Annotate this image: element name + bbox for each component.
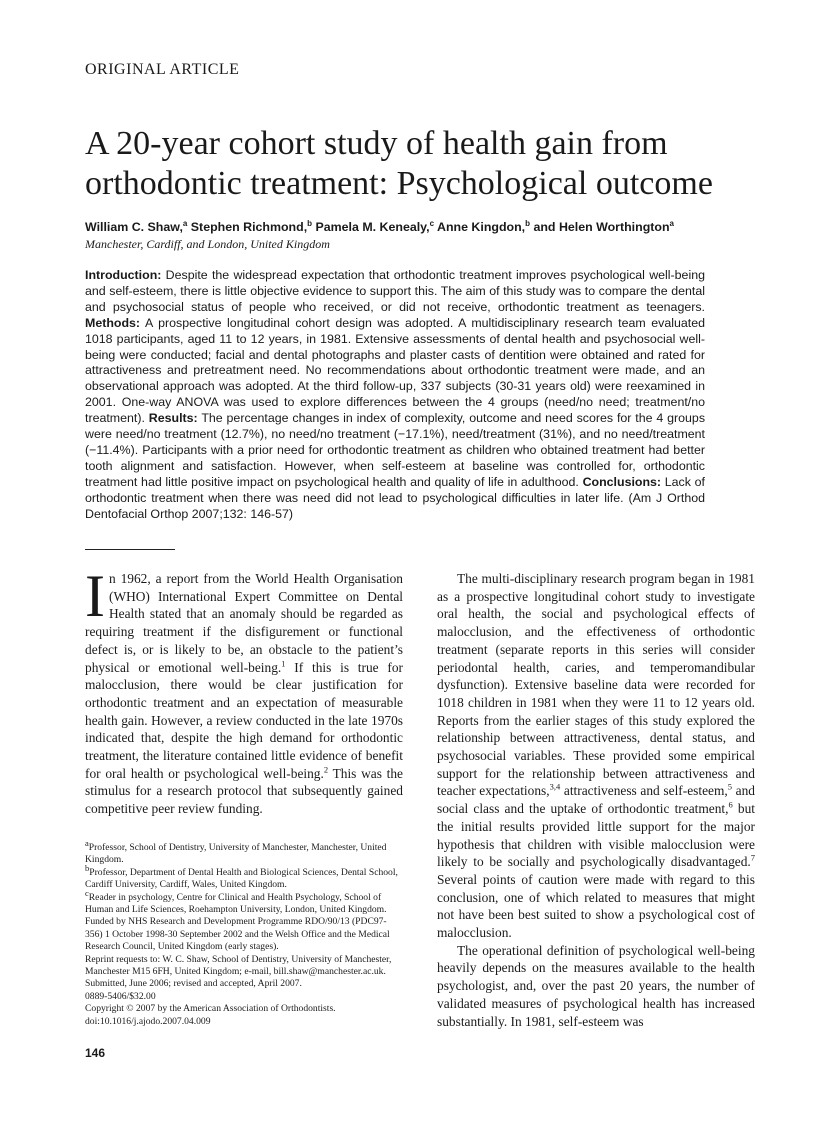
author-name: Pamela M. Kenealy, <box>315 220 430 235</box>
footnote-affiliation-a <box>85 837 403 867</box>
citation-ref[interactable]: 5 <box>727 781 732 792</box>
footnote-mark: c <box>85 887 89 898</box>
footnote-affiliation-b <box>85 862 403 892</box>
abstract-divider <box>85 549 175 550</box>
author-name: and Helen Worthington <box>533 220 670 235</box>
abstract-results-text: The percentage changes in index of complexity, outcome and need scores for the 4 groups were need/no treatment (12.7%), no need/no treatment (−17.1%), need/treatment (31%), and no need/treatment (−11.4%). Participants with a prior need for orthodontic treatment as children who obtained treatment had better tooth alignment and satisfaction. However, when self-esteem at baseline was controlled for, orthodontic treatment had little positive impact on psychological health and quality of life in adulthood. <box>85 411 706 489</box>
citation-ref[interactable]: 2 <box>323 764 329 775</box>
body-column-left <box>85 563 404 818</box>
footnote-copyright: Copyright © 2007 by the American Association of Orthodontists. <box>85 1003 336 1015</box>
footnote-doi[interactable]: doi:10.1016/j.ajodo.2007.04.009 <box>85 1015 211 1027</box>
footnote-mark: a <box>85 837 89 848</box>
title-line-2: orthodontic treatment: Psychological outcome <box>85 165 713 202</box>
body-paragraph: The operational definition of psychological well-being heavily depends on the measures available to the health psychologist, and, over the past 20 years, the number of validated measures of psychological health has increased substantially. In 1981, self-esteem was <box>437 942 755 1029</box>
footnote-price: 0889-5406/$32.00 <box>85 990 156 1002</box>
citation-ref[interactable]: 1 <box>281 658 286 669</box>
section-label: ORIGINAL ARTICLE <box>85 61 240 78</box>
paragraph-text: but the initial results provided little support for the major hypothesis that children with visible malocclusion were likely to be socially and psychologically disadvantaged. <box>437 801 755 870</box>
footnotes <box>85 837 403 1028</box>
footnote-affiliation-c <box>85 887 403 917</box>
article-title <box>85 124 785 204</box>
abstract <box>85 268 705 523</box>
footnote-reprint: Reprint requests to: W. C. Shaw, School of Dentistry, University of Manchester, Manchester M15 6FH, United Kingdom; e-mail, bill.shaw@manchester.ac.uk. <box>85 953 392 978</box>
footnote-text: Reader in psychology, Centre for Clinical and Health Psychology, School of Human and Life Sciences, Roehampton University, London, United Kingdom. <box>85 891 387 916</box>
paragraph-text: n 1962, a report from the World Health Organisation (WHO) International Expert Committee on Dental Health stated that an anomaly should be regarded as requiring treatment if the disfigurement or functional defect is, or is likely to be, an obstacle to the patient’s physical or emotional well-being. <box>85 571 403 675</box>
footnote-text: Professor, School of Dentistry, University of Manchester, Manchester, United Kingdom. <box>85 842 387 866</box>
author-name: William C. Shaw, <box>85 220 183 235</box>
citation-ref[interactable]: 3,4 <box>549 781 561 792</box>
author-list <box>85 219 765 234</box>
drop-cap: I <box>85 563 105 629</box>
body-paragraph <box>437 570 755 942</box>
author-name: Anne Kingdon, <box>437 220 526 235</box>
affiliation-mark: c <box>429 219 435 228</box>
footnote-submitted: Submitted, June 2006; revised and accepted, April 2007. <box>85 978 302 990</box>
footnote-funding: Funded by NHS Research and Development Programme RDO/90/13 (PDC97-356) 1 October 1998-30 September 2002 and the Welsh Office and the Medical Research Council, United Kingdom (early stages). <box>85 916 390 953</box>
abstract-methods-text: A prospective longitudinal cohort design was adopted. A multidisciplinary research team evaluated 1018 participants, aged 11 to 12 years, in 1981. Extensive assessments of dental health and psychosocial well-being were conducted; facial and dental photographs and plaster casts of dentition were obtained and rated for attractiveness and pretreatment need. No recommendations about orthodontic treatment were made, and an observational approach was adopted. At the third follow-up, 337 subjects (30-31 years old) were reexamined in 2001. One-way ANOVA was used to explore differences between the 4 groups (need/no need; treatment/no treatment). <box>85 315 705 426</box>
author-locations: Manchester, Cardiff, and London, United Kingdom <box>85 237 330 251</box>
paragraph-text: and social class and the uptake of orthodontic treatment, <box>437 783 755 817</box>
affiliation-mark: b <box>525 219 531 228</box>
abstract-conclusions-text: Lack of orthodontic treatment when there was need did not lead to psychological difficulties in later life. (Am J Orthod Dentofacial Orthop 2007;132: 146-57) <box>85 474 705 521</box>
title-line-1: A 20-year cohort study of health gain from <box>85 125 668 162</box>
affiliation-mark: a <box>182 219 188 228</box>
abstract-conclusions-label: Conclusions: <box>578 474 662 489</box>
body-column-right <box>437 570 755 1030</box>
abstract-results-label: Results: <box>144 411 198 426</box>
body-paragraph <box>85 563 404 818</box>
footnote-mark: b <box>85 862 90 873</box>
paragraph-text: If this is true for malocclusion, there would be clear justification for orthodontic treatment and an expectation of measurable health gain. However, a review conducted in the late 1970s indicated that, despite the high demand for orthodontic treatment, the literature contained little evidence of benefit for oral health or psychological well-being. <box>85 659 404 781</box>
abstract-intro-label: Introduction: <box>85 268 162 282</box>
page-number: 146 <box>85 1046 106 1060</box>
affiliation-mark: b <box>307 219 313 228</box>
citation-ref[interactable]: 7 <box>750 852 755 863</box>
author-name: Stephen Richmond, <box>190 220 308 235</box>
paragraph-text: This was the stimulus for a research protocol that subsequently gained competitive peer review funding. <box>85 765 403 817</box>
affiliation-mark: a <box>669 219 674 228</box>
paragraph-text: The multi-disciplinary research program began in 1981 as a prospective longitudinal cohort study to investigate oral health, the social and psychological effects of malocclusion, and the effectiveness of orthodontic treatment (separate reports in this series will consider periodontal health, caries, and temperomandibular dysfunction). Extensive baseline data were recorded for 1018 children in 1981 when they were 11 to 12 years old. Reports from the earlier stages of this study explored the relationship between attractiveness, dental status, and psychosocial variables. These provided some empirical support for the relationship between attractiveness and teacher expectations, <box>437 571 755 799</box>
paragraph-text: Several points of caution were made with regard to this conclusion, one of which related to measures that might not have been best suited to show a psychological cost of malocclusion. <box>437 871 755 941</box>
abstract-methods-label: Methods: <box>85 315 141 330</box>
abstract-intro-text: Despite the widespread expectation that orthodontic treatment improves psychological well-being and self-esteem, there is little objective evidence to support this. The aim of this study was to compare the dental and psychosocial status of people who received, or did not receive, orthodontic treatment as teenagers. <box>85 268 705 314</box>
paragraph-text: attractiveness and self-esteem, <box>560 783 728 799</box>
citation-ref[interactable]: 6 <box>728 799 733 810</box>
footnote-text: Professor, Department of Dental Health and Biological Sciences, Dental School, Cardiff University, Cardiff, Wales, United Kingdom. <box>85 866 398 891</box>
